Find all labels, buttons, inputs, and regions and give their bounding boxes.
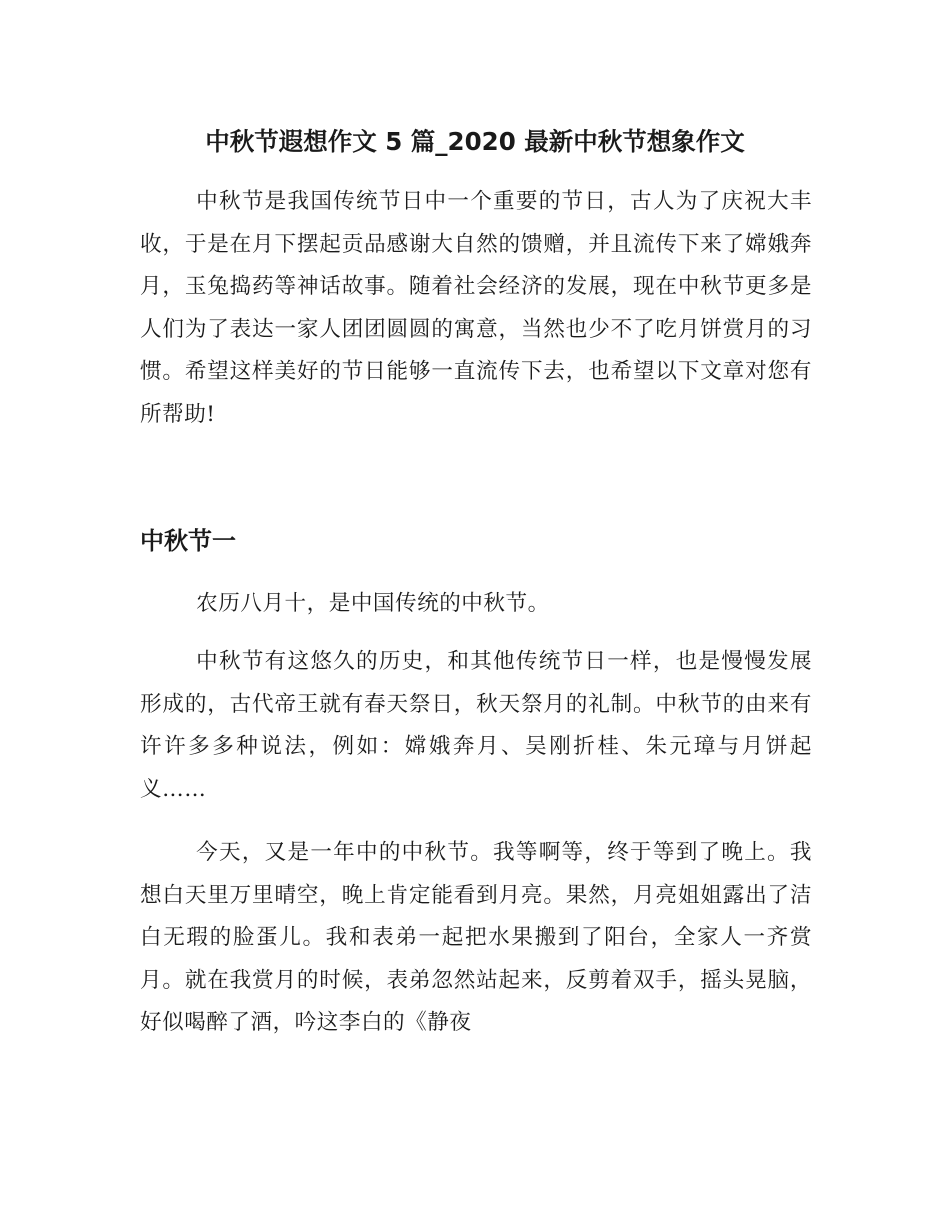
section-paragraph-2: 中秋节有这悠久的历史，和其他传统节日一样，也是慢慢发展形成的，古代帝王就有春天祭日，秋天祭月的礼制。中秋节的由来有许许多多种说法，例如：嫦娥奔月、吴刚折桂、朱元璋与月饼起义…… <box>140 649 812 802</box>
section-paragraph-3: 今天，又是一年中的中秋节。我等啊等，终于等到了晚上。我想白天里万里晴空，晚上肯定能看到月亮。果然，月亮姐姐露出了洁白无瑕的脸蛋儿。我和表弟一起把水果搬到了阳台，全家人一齐赏月。就在我赏月的时候，表弟忽然站起来，反剪着双手，摇头晃脑，好似喝醉了酒，吟这李白的《静夜 <box>140 840 812 1035</box>
section-heading: 中秋节一 <box>140 527 236 555</box>
document-title: 中秋节遐想作文 5 篇_2020 最新中秋节想象作文 <box>205 127 745 156</box>
section-paragraph-1: 农历八月十，是中国传统的中秋节。 <box>196 591 550 616</box>
intro-paragraph: 中秋节是我国传统节日中一个重要的节日，古人为了庆祝大丰收，于是在月下摆起贡品感谢大自然的馈赠，并且流传下来了嫦娥奔月，玉兔捣药等神话故事。随着社会经济的发展，现在中秋节更多是人们为了表达一家人团团圆圆的寓意，当然也少不了吃月饼赏月的习惯。希望这样美好的节日能够一直流传下去，也希望以下文章对您有所帮助! <box>140 189 812 427</box>
